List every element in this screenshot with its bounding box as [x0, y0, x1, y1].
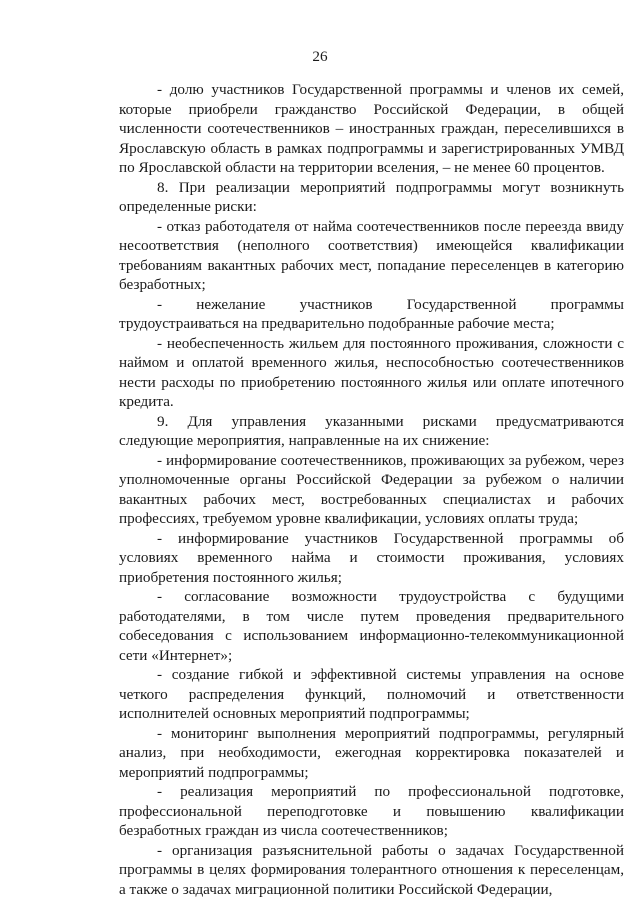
- paragraph-measure-monitoring: - мониторинг выполнения мероприятий подпрограммы, регулярный анализ, при необходимости, ежегодная корректировка показателей и мероприятий подпрограммы;: [119, 724, 624, 781]
- paragraph-9-measures: 9. Для управления указанными рисками предусматриваются следующие мероприятия, направленные на их снижение:: [119, 412, 624, 449]
- paragraph-measure-informing-abroad: - информирование соотечественников, проживающих за рубежом, через уполномоченные органы Российской Федерации за рубежом о наличии вакантных рабочих мест, востребованных специалистах и рабочих профессиях, требуемом уровне квалификации, условиях оплаты труда;: [119, 451, 624, 527]
- document-body: [119, 80, 624, 899]
- paragraph-measure-explanatory-work: - организация разъяснительной работы о задачах Государственной программы в целях формирования толерантного отношения к переселенцам, а также о задачах миграционной политики Российской Федерации,: [119, 841, 624, 898]
- paragraph-measure-employment: - согласование возможности трудоустройства с будущими работодателями, в том числе путем проведения предварительного собеседования с использованием информационно-телекоммуникационной сети «Интернет»;: [119, 588, 624, 664]
- paragraph-share-citizenship: - долю участников Государственной программы и членов их семей, которые приобрели гражданство Российской Федерации, в общей численности соотечественников – иностранных граждан, переселившихся в Ярославскую область в рамках подпрограммы и зарегистрированных УМВД по Ярославской области на территории вселения, – не менее 60 процентов.: [119, 81, 624, 176]
- paragraph-risk-unwillingness: - нежелание участников Государственной программы трудоустраиваться на предварительно подобранные рабочие места;: [119, 295, 624, 332]
- paragraph-8-risks: 8. При реализации мероприятий подпрограммы могут возникнуть определенные риски:: [119, 178, 624, 215]
- paragraph-measure-management-system: - создание гибкой и эффективной системы управления на основе четкого распределения функций, полномочий и ответственности исполнителей основных мероприятий подпрограммы;: [119, 666, 624, 722]
- paragraph-measure-training: - реализация мероприятий по профессиональной подготовке, профессиональной переподготовке и повышению квалификации безработных граждан из числа соотечественников;: [119, 783, 624, 839]
- paragraph-measure-informing-participants: - информирование участников Государственной программы об условиях временного найма и стоимости проживания, условиях приобретения постоянного жилья;: [119, 529, 624, 586]
- page-number: 26: [312, 48, 328, 65]
- paragraph-risk-housing: - необеспеченность жильем для постоянного проживания, сложности с наймом и оплатой временного жилья, неспособностью соотечественников нести расходы по приобретению постоянного жилья или оплате ипотечного кредита.: [119, 334, 624, 410]
- paragraph-risk-employer-refusal: - отказ работодателя от найма соотечественников после переезда ввиду несоответствия (неполного соответствия) имеющейся квалификации требованиям вакантных рабочих мест, попадание переселенцев в категорию безработных;: [119, 217, 624, 293]
